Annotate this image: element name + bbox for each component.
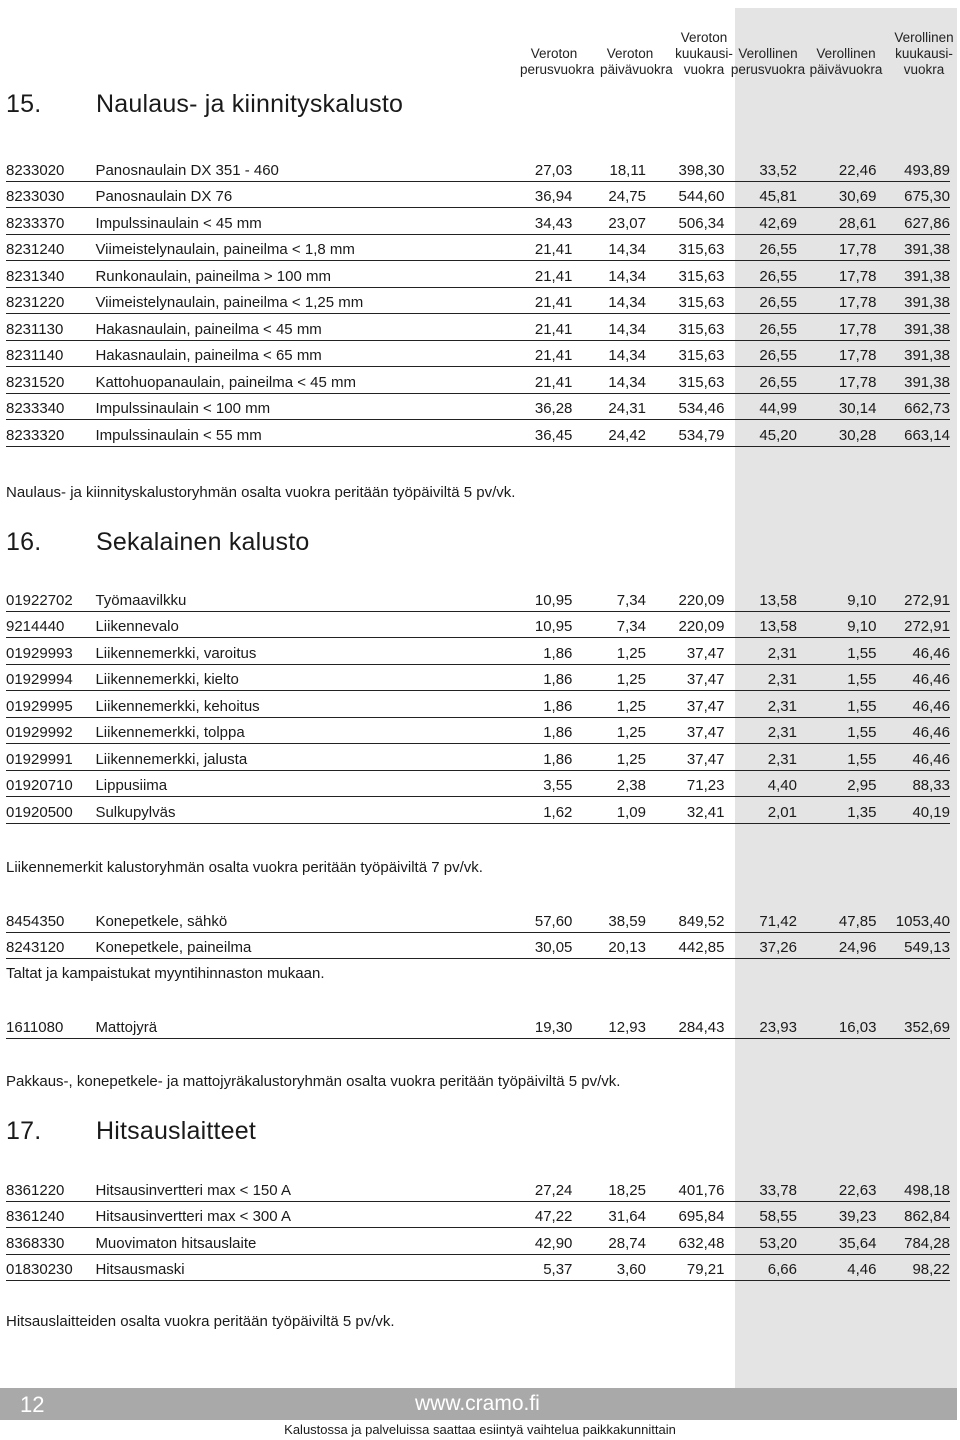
- product-name: Hitsausinvertteri max < 150 A: [95, 1181, 291, 1199]
- product-code: 1611080: [6, 1018, 64, 1036]
- product-code: 01920710: [6, 777, 73, 794]
- price-verollinen-perus: 4,40: [767, 777, 797, 794]
- price-verollinen-kuukausi: 391,38: [904, 373, 950, 391]
- section-title: Hitsauslaitteet: [96, 1117, 257, 1145]
- price-veroton-kuukausi: 37,47: [686, 750, 725, 768]
- price-verollinen-paiva: 22,46: [838, 161, 877, 179]
- product-code: 8231130: [6, 320, 64, 338]
- price-verollinen-kuukausi: 498,18: [904, 1181, 950, 1199]
- price-veroton-paiva: 28,74: [608, 1234, 646, 1252]
- website-link[interactable]: www.cramo.fi: [415, 1392, 540, 1415]
- price-veroton-kuukausi: 37,47: [686, 697, 725, 715]
- price-verollinen-kuukausi: 862,84: [904, 1208, 950, 1225]
- price-table-16: [6, 585, 950, 824]
- price-veroton-kuukausi: 32,41: [686, 803, 725, 821]
- price-verollinen-paiva: 1,55: [847, 671, 877, 688]
- price-verollinen-kuukausi: 40,19: [912, 803, 950, 821]
- product-name: Lippusiima: [95, 777, 168, 794]
- price-veroton-perus: 1,86: [543, 724, 573, 741]
- price-veroton-paiva: 24,42: [608, 426, 646, 444]
- product-name: Konepetkele, paineilma: [95, 939, 252, 956]
- price-veroton-paiva: 14,34: [608, 294, 646, 311]
- product-name: Mattojyrä: [95, 1018, 158, 1036]
- price-verollinen-perus: 2,31: [767, 697, 797, 715]
- table-row: [6, 288, 950, 315]
- product-name: Impulssinaulain < 55 mm: [95, 426, 262, 444]
- price-veroton-kuukausi: 315,63: [678, 347, 725, 364]
- table-row: [6, 744, 950, 771]
- table-row: [6, 155, 950, 182]
- price-veroton-paiva: 18,11: [609, 161, 646, 179]
- price-verollinen-paiva: 1,55: [847, 724, 877, 741]
- price-verollinen-perus: 44,99: [759, 400, 797, 417]
- price-verollinen-paiva: 17,78: [838, 294, 877, 311]
- section-note: Pakkaus-, konepetkele- ja mattojyräkalustoryhmän osalta vuokra peritään työpäiviltä 5 pv/vk.: [6, 1073, 621, 1090]
- column-header-verollinen-perusvuokra: Verollinen perusvuokra: [730, 46, 806, 77]
- price-veroton-paiva: 1,25: [616, 750, 646, 768]
- price-verollinen-kuukausi: 46,46: [912, 697, 950, 715]
- product-code: 01920500: [6, 803, 73, 821]
- product-name: Hitsausmaski: [95, 1261, 185, 1278]
- price-verollinen-perus: 2,31: [767, 671, 797, 688]
- price-verollinen-perus: 26,55: [759, 373, 797, 391]
- price-verollinen-kuukausi: 784,28: [904, 1234, 950, 1252]
- price-veroton-kuukausi: 442,85: [678, 939, 725, 956]
- price-veroton-paiva: 38,59: [608, 912, 646, 930]
- price-veroton-perus: 19,30: [534, 1018, 573, 1036]
- price-verollinen-paiva: 30,14: [838, 400, 877, 417]
- table-row: [6, 182, 950, 209]
- column-header-verollinen-paivavuokra: Verollinen päivävuokra: [809, 46, 883, 77]
- price-veroton-kuukausi: 37,47: [686, 671, 725, 688]
- product-code: 01929992: [6, 724, 73, 741]
- price-verollinen-kuukausi: 46,46: [912, 724, 950, 741]
- price-veroton-perus: 27,24: [534, 1181, 573, 1199]
- price-verollinen-perus: 23,93: [759, 1018, 797, 1036]
- price-verollinen-kuukausi: 46,46: [912, 750, 950, 768]
- price-verollinen-paiva: 17,78: [838, 320, 877, 338]
- price-veroton-kuukausi: 849,52: [678, 912, 725, 930]
- price-verollinen-perus: 33,52: [759, 161, 797, 179]
- price-verollinen-kuukausi: 663,14: [904, 426, 950, 444]
- price-veroton-kuukausi: 71,23: [686, 777, 725, 794]
- product-code: 8233320: [6, 426, 65, 444]
- price-veroton-kuukausi: 401,76: [678, 1181, 725, 1199]
- table-row: [6, 341, 950, 368]
- price-verollinen-paiva: 30,69: [838, 188, 877, 205]
- price-veroton-perus: 21,41: [534, 373, 573, 391]
- price-verollinen-kuukausi: 88,33: [912, 777, 950, 794]
- price-verollinen-paiva: 1,35: [847, 803, 877, 821]
- price-verollinen-paiva: 9,10: [847, 591, 877, 609]
- price-veroton-perus: 1,86: [543, 697, 573, 715]
- price-veroton-perus: 42,90: [534, 1234, 573, 1252]
- product-code: 01922702: [6, 591, 73, 609]
- section-heading-16: [6, 528, 309, 557]
- column-header-veroton-perusvuokra: Veroton perusvuokra: [520, 46, 595, 77]
- price-verollinen-paiva: 16,03: [838, 1018, 877, 1036]
- product-name: Liikennemerkki, tolppa: [95, 724, 245, 741]
- table-row: [6, 1202, 950, 1229]
- price-verollinen-paiva: 1,55: [847, 644, 877, 662]
- product-code: 8231340: [6, 267, 65, 285]
- price-veroton-kuukausi: 315,63: [678, 373, 725, 391]
- table-row: [6, 1012, 950, 1039]
- product-name: Hakasnaulain, paineilma < 45 mm: [95, 320, 322, 338]
- section-note: Naulaus- ja kiinnityskalustoryhmän osalta vuokra peritään työpäiviltä 5 pv/vk.: [6, 484, 516, 501]
- price-veroton-perus: 3,55: [543, 777, 573, 794]
- price-veroton-paiva: 1,25: [616, 671, 646, 688]
- product-name: Sulkupylväs: [95, 803, 176, 821]
- footer-bar: [0, 1388, 957, 1420]
- product-code: 01830230: [6, 1261, 73, 1278]
- price-table-16c: [6, 1012, 950, 1039]
- price-veroton-kuukausi: 79,21: [686, 1261, 725, 1278]
- table-row: [6, 797, 950, 824]
- price-verollinen-kuukausi: 391,38: [904, 294, 950, 311]
- product-code: 8243120: [6, 939, 65, 956]
- price-verollinen-perus: 26,55: [759, 294, 797, 311]
- price-veroton-paiva: 1,25: [616, 644, 646, 662]
- price-verollinen-paiva: 17,78: [838, 373, 877, 391]
- table-row: [6, 1255, 950, 1282]
- price-veroton-kuukausi: 37,47: [686, 644, 725, 662]
- table-row: [6, 1175, 950, 1202]
- price-veroton-perus: 10,95: [534, 591, 573, 609]
- price-verollinen-paiva: 35,64: [838, 1234, 877, 1252]
- price-veroton-kuukausi: 220,09: [678, 618, 725, 635]
- table-row: [6, 612, 950, 639]
- price-veroton-perus: 1,86: [543, 671, 573, 688]
- price-verollinen-kuukausi: 272,91: [904, 591, 950, 609]
- price-veroton-paiva: 1,09: [616, 803, 646, 821]
- price-veroton-perus: 21,41: [534, 320, 573, 338]
- price-veroton-perus: 1,86: [543, 750, 573, 768]
- column-header-veroton-kuukausivuokra: Veroton kuukausi- vuokra: [675, 30, 733, 77]
- price-table-16b: [6, 906, 950, 959]
- column-header-verollinen-kuukausivuokra: Verollinen kuukausi- vuokra: [894, 30, 954, 77]
- price-veroton-kuukausi: 632,48: [678, 1234, 725, 1252]
- footer-disclaimer: Kalustossa ja palveluissa saattaa esiintyä vaihtelua paikkakunnittain: [284, 1422, 676, 1437]
- section-title: Sekalainen kalusto: [96, 528, 310, 556]
- price-table-15: [6, 155, 950, 447]
- price-veroton-kuukausi: 506,34: [678, 214, 725, 232]
- product-name: Panosnaulain DX 76: [95, 188, 233, 205]
- price-verollinen-paiva: 9,10: [847, 618, 877, 635]
- price-veroton-perus: 36,28: [534, 400, 573, 417]
- section-note: Hitsauslaitteiden osalta vuokra peritään työpäiviltä 5 pv/vk.: [6, 1313, 395, 1330]
- price-veroton-kuukausi: 315,63: [678, 267, 725, 285]
- product-name: Viimeistelynaulain, paineilma < 1,25 mm: [95, 294, 364, 311]
- price-verollinen-kuukausi: 662,73: [904, 400, 950, 417]
- price-verollinen-perus: 45,20: [759, 426, 797, 444]
- table-row: [6, 314, 950, 341]
- price-verollinen-kuukausi: 352,69: [904, 1018, 950, 1036]
- product-name: Impulssinaulain < 100 mm: [95, 400, 271, 417]
- price-veroton-kuukausi: 534,79: [678, 426, 725, 444]
- product-code: 9214440: [6, 618, 65, 635]
- price-verollinen-perus: 26,55: [759, 320, 797, 338]
- product-name: Impulssinaulain < 45 mm: [95, 214, 262, 232]
- price-veroton-perus: 21,41: [534, 294, 573, 311]
- price-verollinen-kuukausi: 549,13: [904, 939, 950, 956]
- price-veroton-perus: 1,86: [543, 644, 573, 662]
- product-name: Liikennemerkki, kielto: [95, 671, 239, 688]
- price-verollinen-kuukausi: 98,22: [912, 1261, 950, 1278]
- price-veroton-paiva: 18,25: [608, 1181, 646, 1199]
- table-row: [6, 261, 950, 288]
- price-veroton-kuukausi: 398,30: [678, 161, 725, 179]
- product-code: 8454350: [6, 912, 65, 930]
- table-row: [6, 906, 950, 933]
- price-verollinen-paiva: 1,55: [847, 697, 877, 715]
- price-verollinen-paiva: 47,85: [838, 912, 877, 930]
- product-code: 8231520: [6, 373, 65, 391]
- price-veroton-paiva: 20,13: [608, 939, 646, 956]
- price-verollinen-paiva: 30,28: [838, 426, 877, 444]
- section-heading-17: [6, 1117, 256, 1146]
- product-name: Liikennemerkki, jalusta: [95, 750, 248, 768]
- price-veroton-perus: 27,03: [534, 161, 573, 179]
- table-row: [6, 235, 950, 262]
- price-verollinen-perus: 26,55: [759, 241, 797, 258]
- table-row: [6, 394, 950, 421]
- table-row: [6, 691, 950, 718]
- product-code: 8361220: [6, 1181, 65, 1199]
- price-veroton-paiva: 24,75: [608, 188, 646, 205]
- price-verollinen-perus: 26,55: [759, 347, 797, 364]
- price-veroton-perus: 1,62: [543, 803, 573, 821]
- price-verollinen-perus: 2,01: [767, 803, 797, 821]
- price-verollinen-kuukausi: 391,38: [904, 347, 950, 364]
- product-name: Viimeistelynaulain, paineilma < 1,8 mm: [95, 241, 355, 258]
- product-code: 01929995: [6, 697, 73, 715]
- product-code: 8233340: [6, 400, 65, 417]
- price-verollinen-perus: 6,66: [767, 1261, 797, 1278]
- price-verollinen-paiva: 28,61: [838, 214, 877, 232]
- price-veroton-perus: 30,05: [534, 939, 573, 956]
- product-code: 01929991: [6, 750, 73, 768]
- product-name: Liikennemerkki, varoitus: [95, 644, 257, 662]
- product-name: Kattohuopanaulain, paineilma < 45 mm: [95, 373, 357, 391]
- product-name: Konepetkele, sähkö: [95, 912, 228, 930]
- page-footer: [0, 1388, 960, 1440]
- table-row: [6, 1228, 950, 1255]
- price-veroton-perus: 34,43: [534, 214, 573, 232]
- price-veroton-kuukausi: 695,84: [678, 1208, 725, 1225]
- table-row: [6, 771, 950, 798]
- price-verollinen-kuukausi: 391,38: [904, 320, 950, 338]
- product-name: Työmaavilkku: [95, 591, 187, 609]
- price-veroton-kuukausi: 315,63: [678, 294, 725, 311]
- column-header: [0, 0, 960, 140]
- price-veroton-kuukausi: 220,09: [678, 591, 725, 609]
- product-code: 8233030: [6, 188, 65, 205]
- product-name: Liikennemerkki, kehoitus: [95, 697, 260, 715]
- price-verollinen-paiva: 17,78: [838, 267, 877, 285]
- product-code: 8233370: [6, 214, 65, 232]
- price-veroton-perus: 5,37: [543, 1261, 573, 1278]
- price-verollinen-kuukausi: 493,89: [904, 161, 950, 179]
- price-veroton-paiva: 14,34: [608, 373, 646, 391]
- product-code: 8233020: [6, 161, 65, 179]
- price-veroton-paiva: 3,60: [616, 1261, 646, 1278]
- price-veroton-perus: 47,22: [534, 1208, 573, 1225]
- price-verollinen-perus: 13,58: [759, 618, 797, 635]
- product-code: 8231140: [6, 347, 64, 364]
- product-code: 01929993: [6, 644, 73, 662]
- price-verollinen-paiva: 17,78: [838, 347, 877, 364]
- price-verollinen-kuukausi: 391,38: [904, 267, 950, 285]
- price-verollinen-paiva: 2,95: [847, 777, 877, 794]
- product-code: 01929994: [6, 671, 73, 688]
- price-verollinen-kuukausi: 1053,40: [895, 912, 950, 930]
- section-heading-15: [6, 90, 403, 119]
- price-verollinen-kuukausi: 272,91: [904, 618, 950, 635]
- price-verollinen-perus: 26,55: [759, 267, 797, 285]
- price-verollinen-kuukausi: 675,30: [904, 188, 950, 205]
- table-row: [6, 638, 950, 665]
- price-veroton-paiva: 14,34: [608, 320, 646, 338]
- product-code: 8231220: [6, 294, 65, 311]
- price-verollinen-perus: 13,58: [759, 591, 797, 609]
- price-verollinen-paiva: 4,46: [847, 1261, 877, 1278]
- section-note: Liikennemerkit kalustoryhmän osalta vuokra peritään työpäiviltä 7 pv/vk.: [6, 859, 483, 876]
- price-veroton-paiva: 1,25: [616, 697, 646, 715]
- price-veroton-perus: 21,41: [534, 267, 573, 285]
- price-veroton-paiva: 14,34: [608, 347, 646, 364]
- price-veroton-paiva: 31,64: [608, 1208, 646, 1225]
- section-number: 15.: [6, 90, 42, 118]
- price-verollinen-kuukausi: 46,46: [912, 671, 950, 688]
- price-verollinen-paiva: 17,78: [838, 241, 877, 258]
- product-name: Hakasnaulain, paineilma < 65 mm: [95, 347, 322, 364]
- section-note: Taltat ja kampaistukat myyntihinnaston mukaan.: [6, 965, 325, 982]
- price-veroton-paiva: 12,93: [608, 1018, 646, 1036]
- price-veroton-paiva: 7,34: [616, 591, 646, 609]
- price-verollinen-perus: 71,42: [759, 912, 797, 930]
- price-veroton-paiva: 1,25: [616, 724, 646, 741]
- price-veroton-paiva: 2,38: [616, 777, 646, 794]
- price-veroton-kuukausi: 315,63: [678, 320, 725, 338]
- price-verollinen-perus: 37,26: [759, 939, 797, 956]
- price-veroton-kuukausi: 534,46: [678, 400, 725, 417]
- price-veroton-kuukausi: 315,63: [678, 241, 725, 258]
- price-verollinen-perus: 45,81: [759, 188, 797, 205]
- price-verollinen-perus: 42,69: [759, 214, 797, 232]
- product-name: Hitsausinvertteri max < 300 A: [95, 1208, 291, 1225]
- product-name: Muovimaton hitsauslaite: [95, 1234, 257, 1252]
- price-veroton-kuukausi: 544,60: [678, 188, 725, 205]
- table-row: [6, 367, 950, 394]
- price-veroton-paiva: 7,34: [616, 618, 646, 635]
- price-verollinen-perus: 2,31: [767, 750, 797, 768]
- price-verollinen-perus: 53,20: [759, 1234, 797, 1252]
- price-verollinen-paiva: 1,55: [847, 750, 877, 768]
- product-code: 8231240: [6, 241, 65, 258]
- price-verollinen-kuukausi: 627,86: [904, 214, 950, 232]
- price-veroton-paiva: 24,31: [608, 400, 646, 417]
- price-verollinen-perus: 2,31: [767, 724, 797, 741]
- price-veroton-perus: 10,95: [534, 618, 573, 635]
- price-veroton-perus: 36,45: [534, 426, 573, 444]
- price-verollinen-perus: 2,31: [767, 644, 797, 662]
- price-verollinen-perus: 33,78: [759, 1181, 797, 1199]
- table-row: [6, 665, 950, 692]
- price-verollinen-paiva: 39,23: [838, 1208, 877, 1225]
- section-number: 17.: [6, 1117, 42, 1145]
- page-number: 12: [20, 1392, 45, 1417]
- product-name: Panosnaulain DX 351 - 460: [95, 161, 279, 179]
- section-title: Naulaus- ja kiinnityskalusto: [96, 90, 404, 118]
- price-veroton-kuukausi: 37,47: [686, 724, 725, 741]
- price-veroton-paiva: 23,07: [608, 214, 646, 232]
- table-row: [6, 208, 950, 235]
- price-veroton-perus: 21,41: [534, 347, 573, 364]
- price-veroton-kuukausi: 284,43: [678, 1018, 725, 1036]
- price-verollinen-perus: 58,55: [759, 1208, 797, 1225]
- product-name: Runkonaulain, paineilma > 100 mm: [95, 267, 331, 285]
- price-veroton-perus: 36,94: [534, 188, 573, 205]
- price-verollinen-kuukausi: 46,46: [912, 644, 950, 662]
- price-verollinen-paiva: 24,96: [838, 939, 877, 956]
- price-veroton-perus: 21,41: [534, 241, 573, 258]
- section-number: 16.: [6, 528, 42, 556]
- table-row: [6, 420, 950, 447]
- price-veroton-paiva: 14,34: [608, 267, 646, 285]
- product-name: Liikennevalo: [95, 618, 179, 635]
- product-code: 8368330: [6, 1234, 65, 1252]
- table-row: [6, 585, 950, 612]
- price-veroton-paiva: 14,34: [608, 241, 646, 258]
- product-code: 8361240: [6, 1208, 65, 1225]
- price-verollinen-kuukausi: 391,38: [904, 241, 950, 258]
- price-table-17: [6, 1175, 950, 1281]
- column-header-veroton-paivavuokra: Veroton päivävuokra: [600, 46, 673, 77]
- table-row: [6, 933, 950, 960]
- table-row: [6, 718, 950, 745]
- price-verollinen-paiva: 22,63: [838, 1181, 877, 1199]
- price-veroton-perus: 57,60: [534, 912, 573, 930]
